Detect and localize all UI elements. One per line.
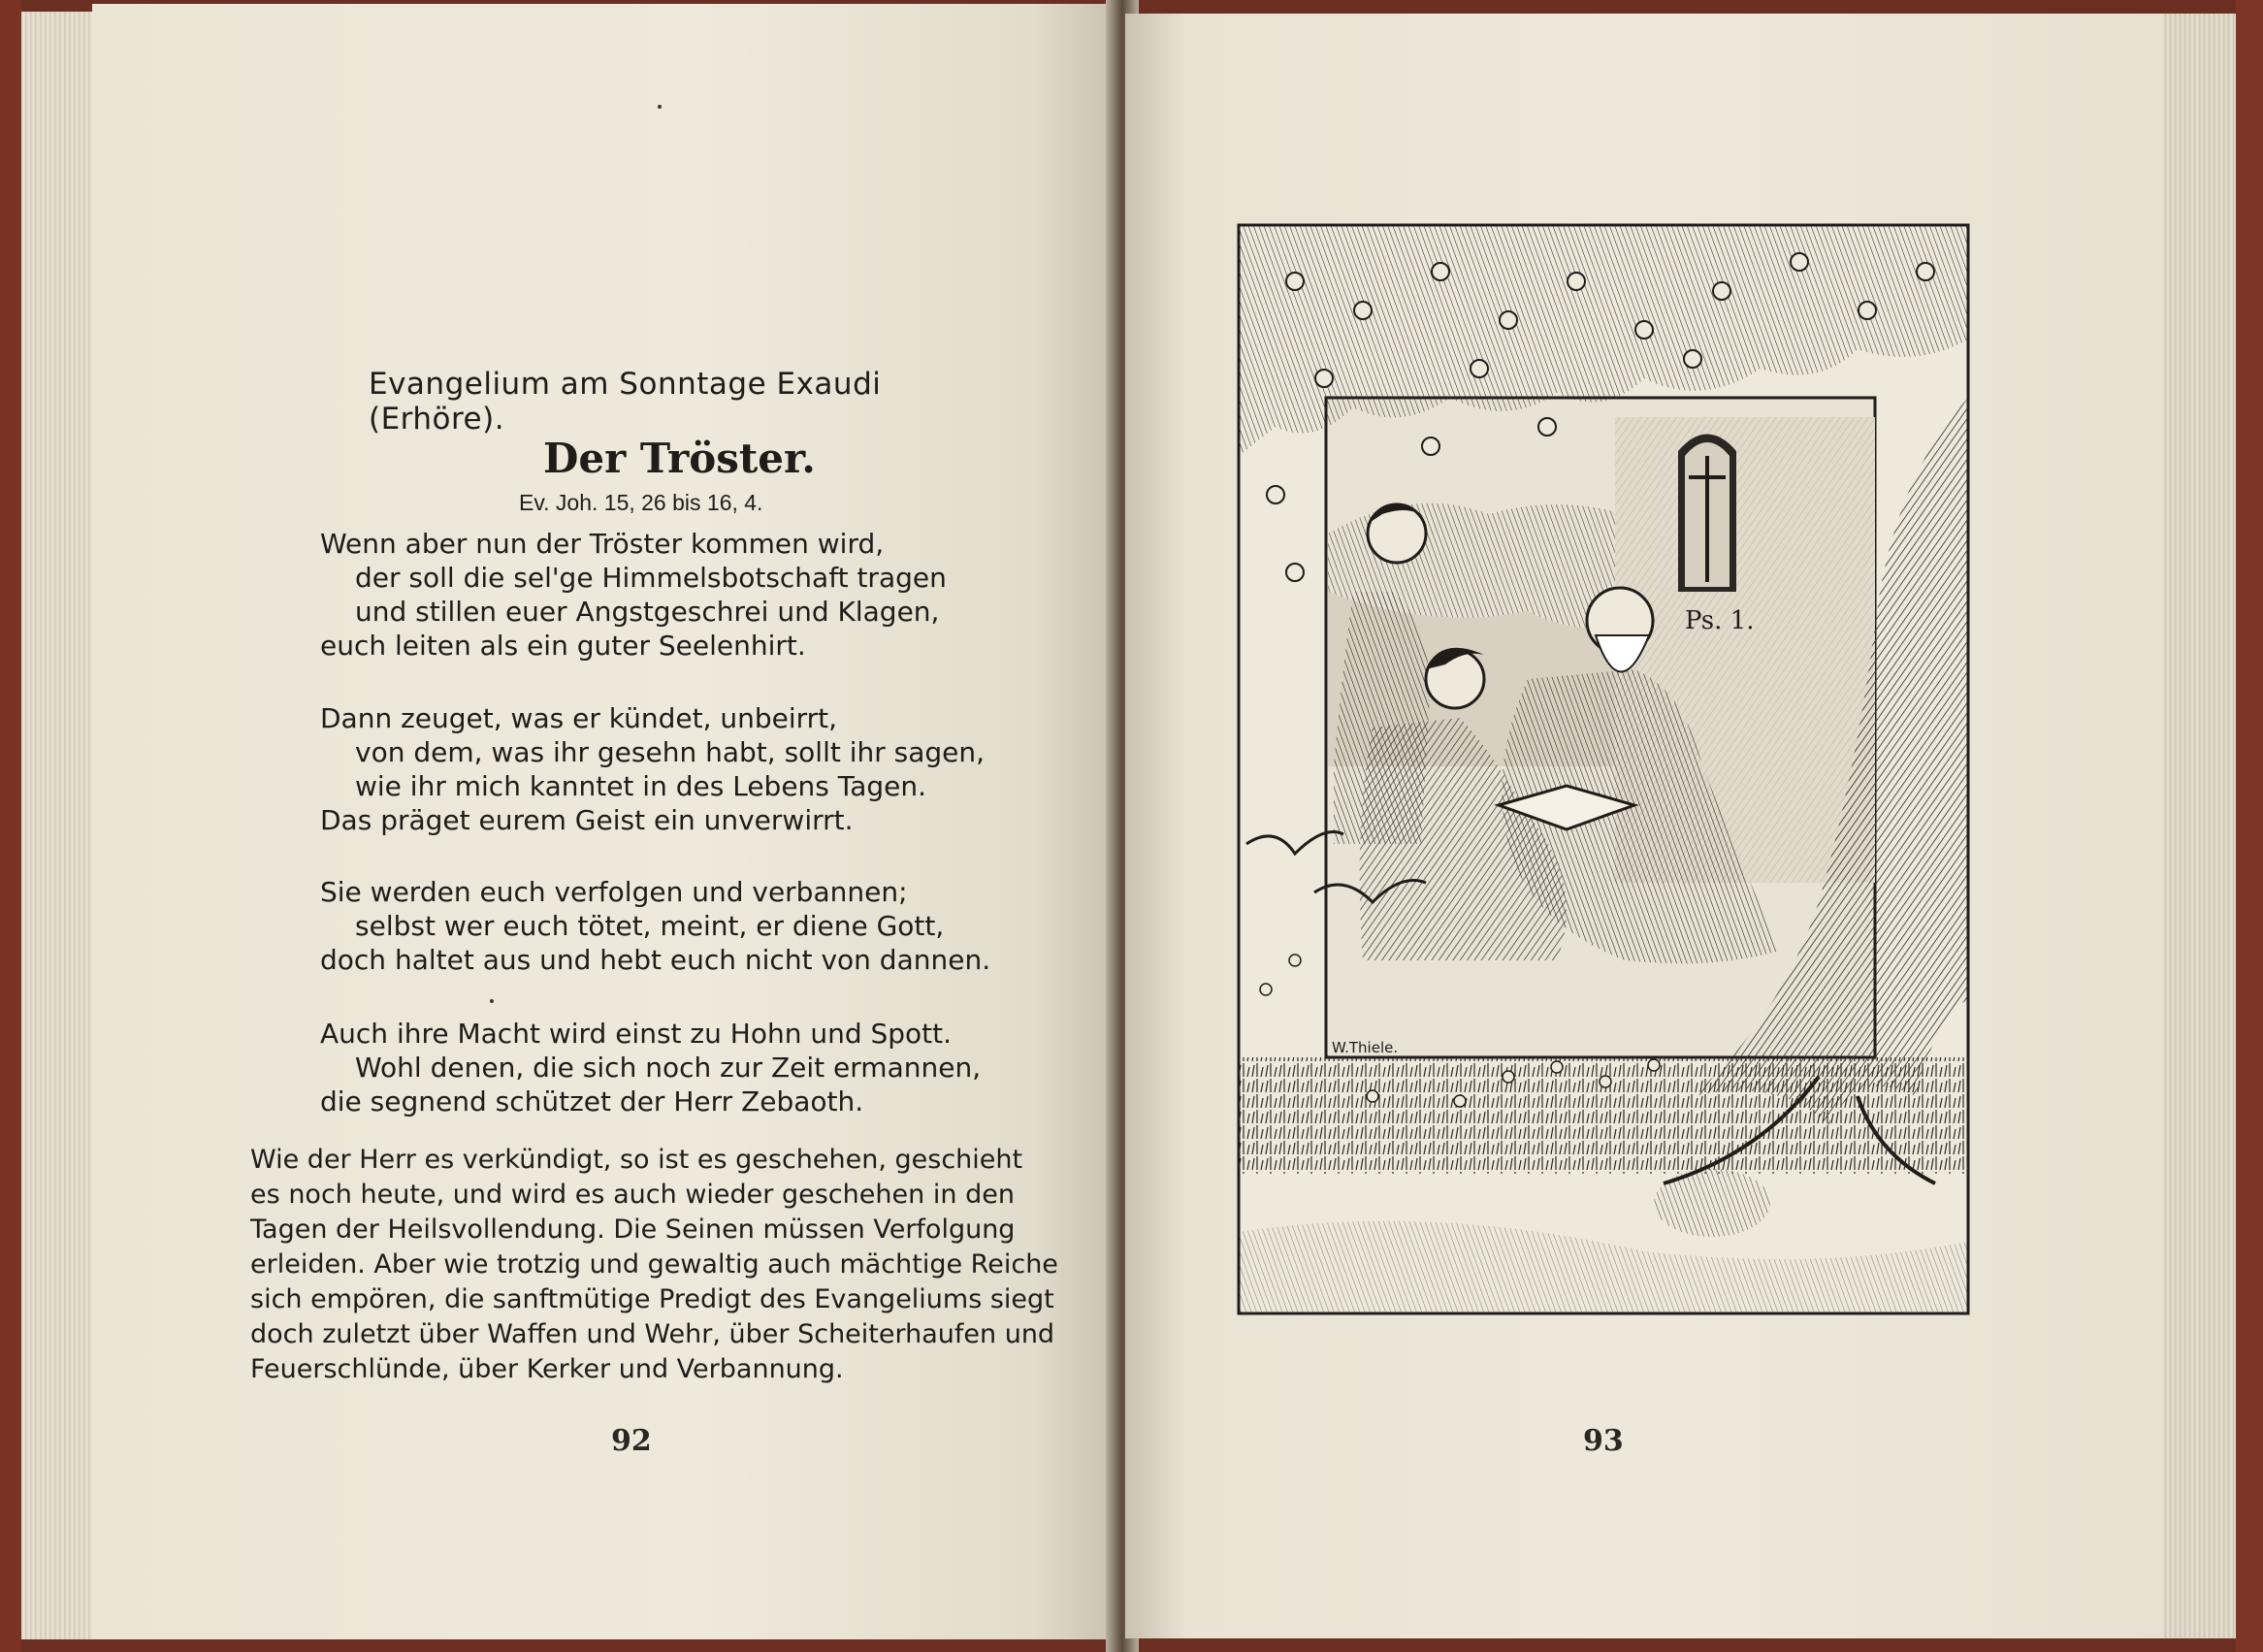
page-number-left: 92 — [611, 1424, 652, 1458]
verse-line: wie ihr mich kanntet in des Lebens Tagen. — [355, 770, 927, 802]
verse-line: euch leiten als ein guter Seelenhirt. — [320, 630, 806, 662]
poem-stanza-3 — [320, 875, 1018, 977]
page-number-right: 93 — [1583, 1424, 1624, 1458]
page-block-right — [2158, 14, 2236, 1638]
paper-speck — [490, 999, 494, 1003]
poem-stanza-2 — [320, 701, 1018, 837]
verse-line: selbst wer euch tötet, meint, er diene Gott, — [355, 910, 945, 942]
verse-line: Das präget eurem Geist ein unverwirrt. — [320, 804, 854, 836]
gospel-heading: Evangelium am Sonntage Exaudi (Erhöre). — [369, 367, 882, 437]
inscription-text: Ps. 1. — [1685, 606, 1755, 635]
poem-stanza-1 — [320, 527, 1018, 663]
verse-line: Wohl denen, die sich noch zur Zeit ermannen, — [355, 1052, 982, 1084]
verse-line: und stillen euer Angstgeschrei und Klagen, — [355, 596, 940, 628]
cover-edge-left — [0, 0, 21, 1652]
prose-line: Tagen der Heilsvollendung. Die Seinen müssen Verfolgung — [250, 1215, 1016, 1245]
verse-line: der soll die sel'ge Himmelsbotschaft tragen — [355, 562, 947, 594]
poem-stanza-4 — [320, 1017, 1018, 1118]
prose-line: es noch heute, und wird es auch wieder geschehen in den — [250, 1180, 1015, 1210]
verse-line: Wenn aber nun der Tröster kommen wird, — [320, 528, 885, 560]
verse-line: die segnend schützet der Herr Zebaoth. — [320, 1085, 864, 1118]
artist-signature: W.Thiele. — [1332, 1039, 1399, 1056]
poem-title: Der Tröster. — [543, 435, 816, 482]
verse-line: doch haltet aus und hebt euch nicht von dannen. — [320, 944, 991, 976]
prose-line: Feuerschlünde, über Kerker und Verbannung. — [250, 1354, 844, 1384]
verse-line: Sie werden euch verfolgen und verbannen; — [320, 876, 908, 908]
verse-line: Auch ihre Macht wird einst zu Hohn und Spott. — [320, 1018, 953, 1050]
engraving-illustration — [1237, 223, 1970, 1315]
prose-line: erleiden. Aber wie trotzig und gewaltig auch mächtige Reiche — [250, 1249, 1058, 1279]
prose-line: Wie der Herr es verkündigt, so ist es geschehen, geschieht — [250, 1145, 1023, 1175]
prose-line: sich empören, die sanftmütige Predigt des Evangeliums siegt — [250, 1284, 1054, 1314]
page-block-left — [21, 12, 99, 1639]
prose-line: doch zuletzt über Waffen und Wehr, über Scheiterhaufen und — [250, 1319, 1055, 1349]
paper-speck — [658, 105, 662, 109]
commentary-paragraph — [250, 1143, 1058, 1387]
scripture-reference: Ev. Joh. 15, 26 bis 16, 4. — [519, 490, 763, 515]
cover-edge-right — [2236, 0, 2263, 1652]
verse-line: Dann zeuget, was er kündet, unbeirrt, — [320, 702, 838, 734]
verse-line: von dem, was ihr gesehn habt, sollt ihr sagen, — [355, 736, 986, 768]
